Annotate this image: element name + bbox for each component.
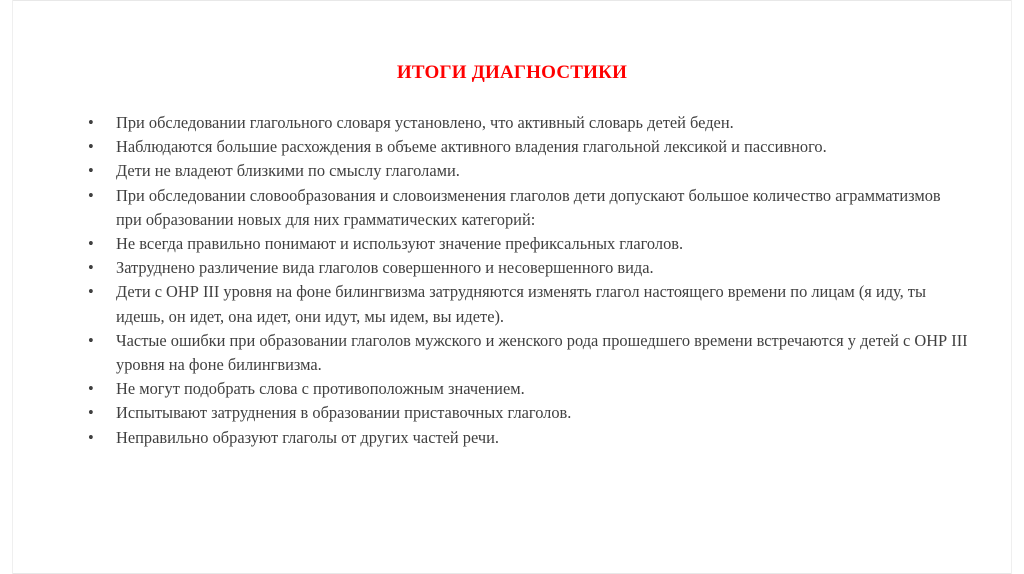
list-item	[88, 232, 968, 256]
bullet-icon: •	[88, 403, 94, 423]
bullet-icon: •	[88, 427, 94, 447]
list-item	[88, 426, 968, 450]
list-item-text: Не могут подобрать слова с противоположным значением.	[116, 379, 525, 399]
list-item	[88, 377, 968, 401]
bullet-icon: •	[88, 330, 94, 350]
list-item	[88, 280, 968, 328]
list-item-text: При обследовании глагольного словаря установлено, что активный словарь детей беден.	[116, 113, 734, 132]
bullet-icon: •	[88, 379, 94, 399]
list-item-text: Наблюдаются большие расхождения в объеме активного владения глагольной лексикой и пассивного.	[116, 137, 827, 157]
list-item	[88, 111, 968, 135]
list-item	[88, 159, 968, 183]
slide-left-border	[12, 0, 13, 574]
findings-list	[88, 111, 968, 450]
list-item-text: Испытывают затруднения в образовании приставочных глаголов.	[116, 403, 572, 423]
list-item-text: Не всегда правильно понимают и используют значение префиксальных глаголов.	[116, 234, 684, 254]
bullet-icon: •	[88, 113, 94, 132]
list-item	[88, 401, 968, 425]
list-item-text: Частые ошибки при образовании глаголов мужского и женского рода прошедшего времени встречаются у детей с ОНР III уровня на фоне билингвизма.	[116, 330, 968, 375]
list-item-text: Дети с ОНР III уровня на фоне билингвизма затрудняются изменять глагол настоящего времени по лицам (я иду, ты идешь, он идет, она идет, они идут, мы идем, вы идете).	[116, 282, 926, 326]
list-item	[88, 184, 968, 232]
bullet-icon: •	[88, 137, 94, 157]
bullet-icon: •	[88, 282, 94, 302]
list-item	[88, 135, 968, 159]
list-item-text: Дети не владеют близкими по смыслу глаголами.	[116, 161, 460, 181]
bullet-icon: •	[88, 258, 94, 278]
bullet-icon: •	[88, 161, 94, 181]
bullet-icon: •	[88, 185, 94, 205]
slide-right-border	[1011, 0, 1012, 574]
list-item	[88, 256, 968, 280]
list-item	[88, 329, 968, 377]
list-item-text: При обследовании словообразования и словоизменения глаголов дети допускают большое количество аграмматизмов при образовании новых для них грамматических категорий:	[116, 185, 941, 229]
list-item-text: Затруднено различение вида глаголов совершенного и несовершенного вида.	[116, 258, 654, 278]
slide-top-border	[12, 0, 1012, 1]
bullet-icon: •	[88, 234, 94, 254]
slide-title: ИТОГИ ДИАГНОСТИКИ	[396, 62, 628, 83]
list-item-text: Неправильно образуют глаголы от других частей речи.	[116, 427, 499, 447]
